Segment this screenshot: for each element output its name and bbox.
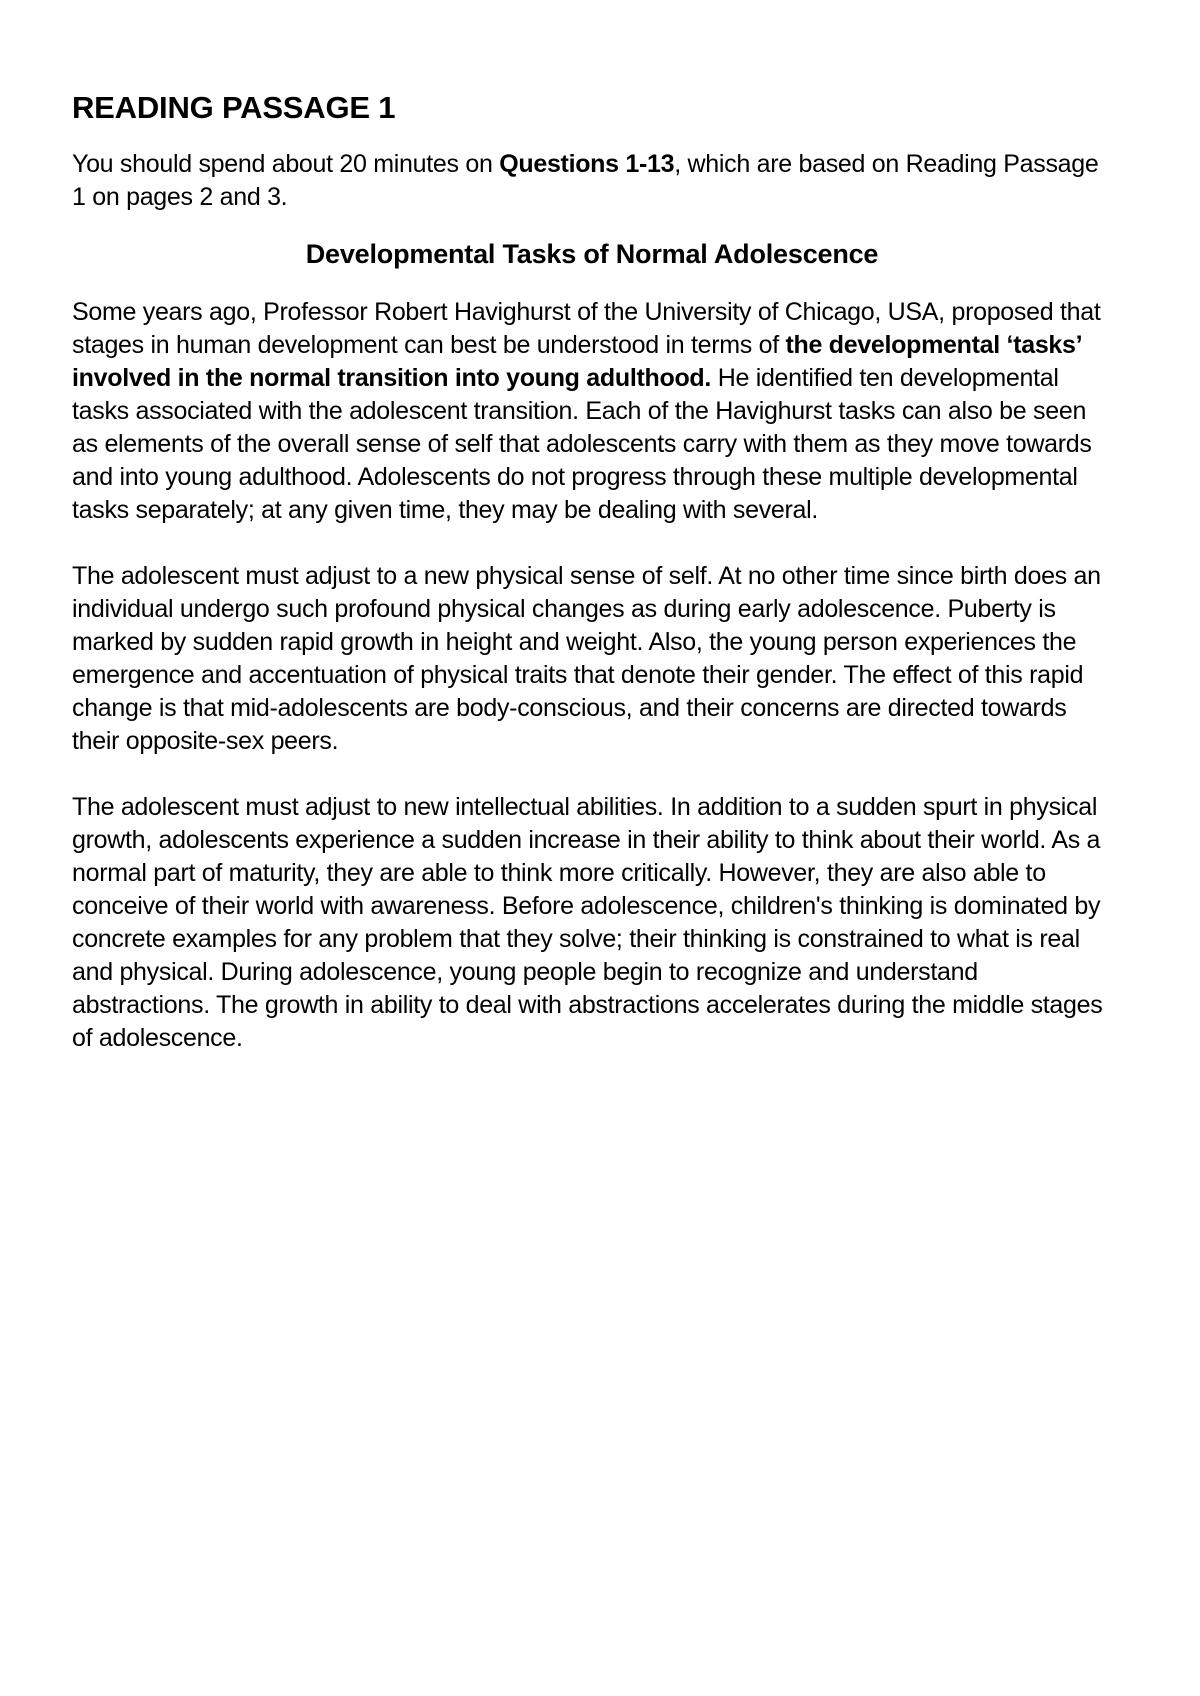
- document-page: [72, 88, 1112, 1088]
- passage-paragraph-3: The adolescent must adjust to new intellectual abilities. In addition to a sudden spurt in physical growth, adolescents experience a sudden increase in their ability to think about their world. As a normal part of maturity, they are able to think more critically. However, they are also able to conceive of their world with awareness. Before adolescence, children's thinking is dominated by concrete examples for any problem that they solve; their thinking is constrained to what is real and physical. During adolescence, young people begin to recognize and understand abstractions. The growth in ability to deal with abstractions accelerates during the middle stages of adolescence.: [72, 793, 1103, 1052]
- instructions-text-start: You should spend about 20 minutes on: [72, 150, 500, 178]
- instructions-questions-range: Questions 1-13: [499, 150, 675, 178]
- passage-title: Developmental Tasks of Normal Adolescence: [305, 239, 879, 269]
- paragraph-1-text-start: Some years ago, Professor Robert Havighurst of the University of Chicago, USA, proposed that stages in human development can best be understood in terms of: [72, 298, 1101, 359]
- paragraph-1-bold-phrase: the developmental ‘tasks’ involved in the normal transition into young adulthood.: [72, 331, 1081, 392]
- instructions-paragraph: [72, 148, 1112, 214]
- section-heading: READING PASSAGE 1: [72, 90, 396, 125]
- instructions-text-end: , which are based on Reading Passage 1 on pages 2 and 3.: [72, 150, 1099, 211]
- passage-paragraph-1: [72, 296, 1112, 527]
- paragraph-1-text-end: He identified ten developmental tasks associated with the adolescent transition. Each of the Havighurst tasks can also be seen as elements of the overall sense of self that adolescents carry with them as they move towards and into young adulthood. Adolescents do not progress through these multiple developmental tasks separately; at any given time, they may be dealing with several.: [72, 364, 1092, 524]
- passage-paragraph-2: The adolescent must adjust to a new physical sense of self. At no other time since birth does an individual undergo such profound physical changes as during early adolescence. Puberty is marked by sudden rapid growth in height and weight. Also, the young person experiences the emergence and accentuation of physical traits that denote their gender. The effect of this rapid change is that mid-adolescents are body-conscious, and their concerns are directed towards their opposite-sex peers.: [72, 562, 1101, 755]
